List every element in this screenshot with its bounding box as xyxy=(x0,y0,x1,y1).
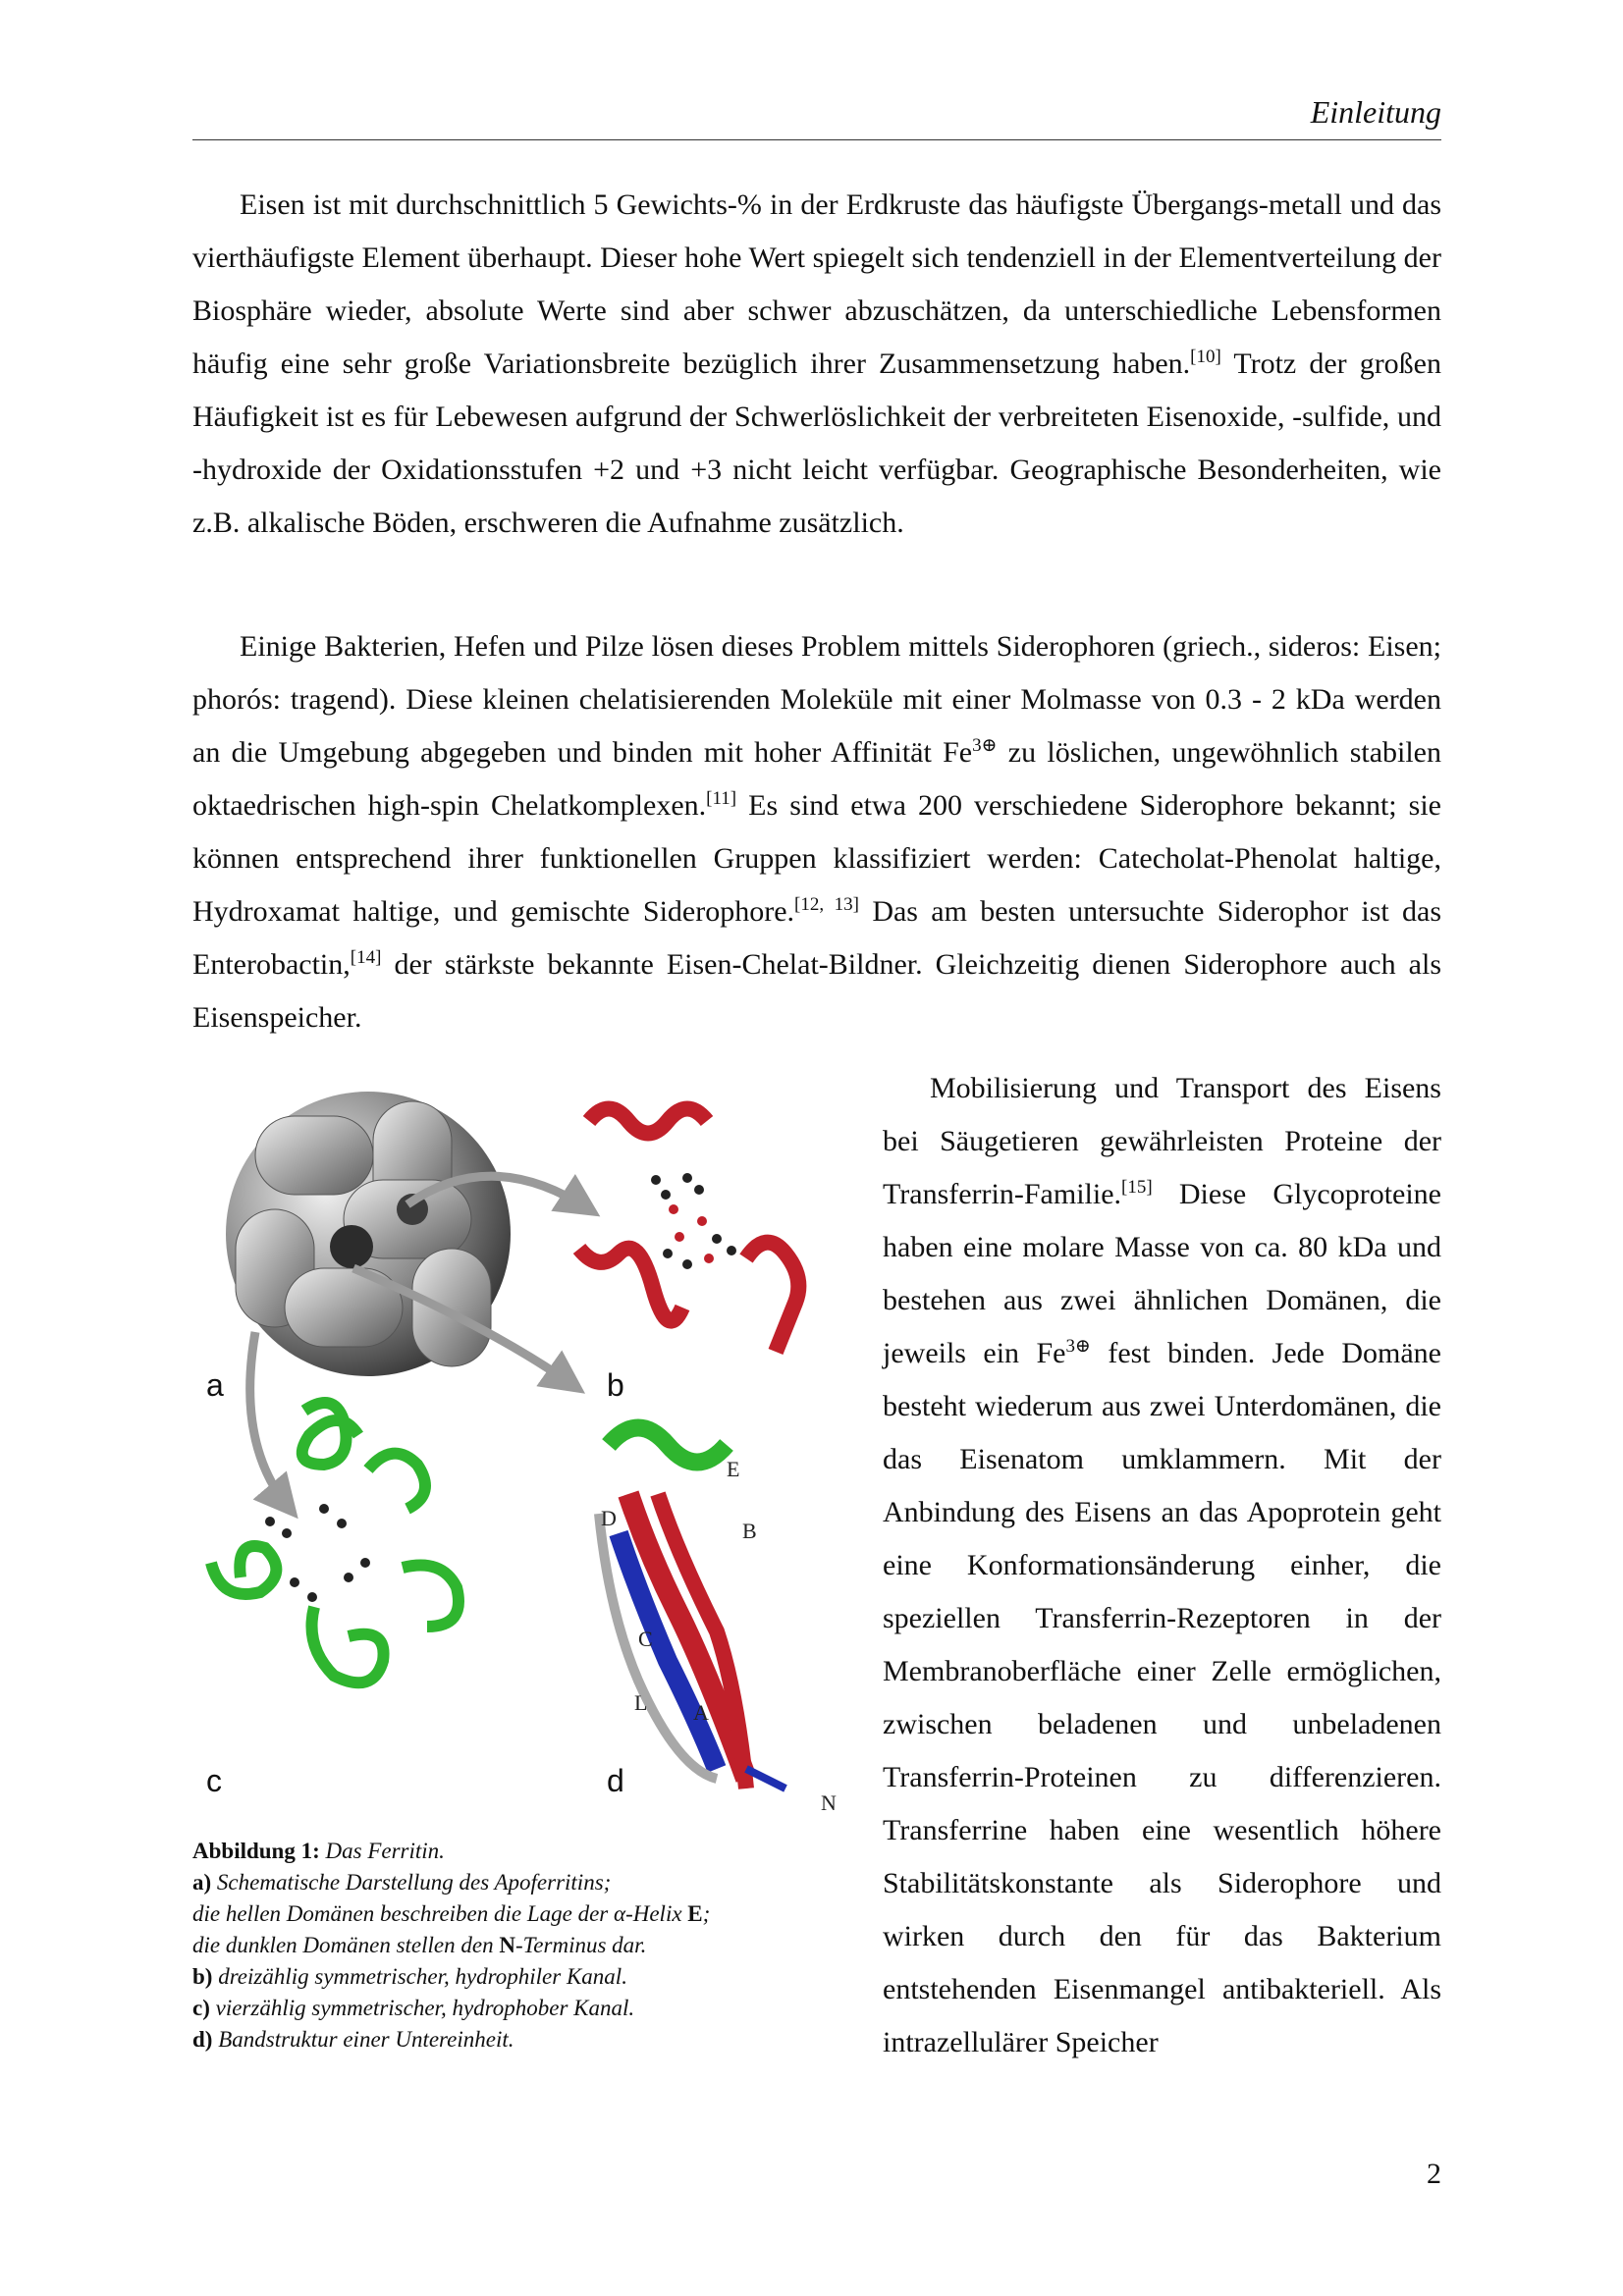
helix-label-d: D xyxy=(601,1506,617,1530)
helix-label-c: C xyxy=(638,1627,653,1651)
p3-text-c: fest binden. Jede Domäne besteht wiederum aus zwei Unterdomänen, die das Eisenatom umklammern. Mit der Anbindung des Eisens an das Apoprotein geht eine Konformationsänderung einher, die speziellen Transferrin-Rezeptoren in der Membranoberfläche einer Zelle ermöglichen, zwischen beladenen und unbeladenen Transferrin-Proteinen zu differenzieren. Transferrine haben eine wesentlich höhere Stabilitätskonstante als Siderophore und wirken durch den für das Bakterium entstehenden Eisenmangel antibakteriell. Als intrazellulärer Speicher xyxy=(883,1337,1441,2058)
panel-label-c: c xyxy=(206,1763,222,1798)
p3-text-a: Mobilisierung und Transport des Eisens bei Säugetieren gewährleisten Proteine der Transferrin-Familie. xyxy=(883,1072,1441,1210)
fe-charge-2: 3⊕ xyxy=(1065,1336,1091,1357)
helix-label-n: N xyxy=(821,1790,837,1815)
paragraph-2 xyxy=(192,620,1441,1044)
hydrophobic-channel-helices xyxy=(211,1403,459,1682)
caption-a-line2: die hellen Domänen beschreiben die Lage der α-Helix E; xyxy=(192,1901,711,1926)
panel-label-b: b xyxy=(607,1367,624,1403)
arrow-to-c xyxy=(250,1332,290,1509)
helix-label-a: A xyxy=(693,1700,709,1725)
helix-label-b: B xyxy=(742,1519,757,1543)
p2-text-b: zu löslichen, ungewöhnlich stabilen oktaedrischen high-spin Chelatkomplexen. xyxy=(192,736,1441,822)
fe-charge: 3⊕ xyxy=(972,735,998,756)
citation-11: [11] xyxy=(706,788,737,809)
paragraph-3 xyxy=(883,1062,1441,2069)
caption-b: b) dreizählig symmetrischer, hydrophiler Kanal. xyxy=(192,1964,627,1989)
hydrophilic-channel-helices xyxy=(579,1109,798,1353)
caption-d: d) Bandstruktur einer Untereinheit. xyxy=(192,2027,514,2052)
helix-label-e: E xyxy=(727,1457,740,1481)
subunit-band-structure xyxy=(599,1428,785,1789)
p2-text-d: Das am besten untersuchte Siderophor ist das Enterobactin, xyxy=(192,895,1441,981)
p2-text-c: Es sind etwa 200 verschiedene Siderophore bekannt; sie können entsprechend ihrer funktionellen Gruppen klassifiziert werden: Catecholat-Phenolat haltige, Hydroxamat haltige, und gemischte Siderophore. xyxy=(192,789,1441,928)
p2-text-e: der stärkste bekannte Eisen-Chelat-Bildner. Gleichzeitig dienen Siderophore auch als Eisenspeicher. xyxy=(192,948,1441,1034)
caption-title: Abbildung 1: Das Ferritin. xyxy=(192,1839,445,1863)
citation-15: [15] xyxy=(1121,1177,1153,1198)
p2-text-a: Einige Bakterien, Hefen und Pilze lösen dieses Problem mittels Siderophoren (griech., sideros: Eisen; phorós: tragend). Diese kleinen chelatisierenden Moleküle mit einer Molmasse von 0.3 - 2 kDa werden an die Umgebung abgegeben und binden mit hoher Affinität Fe xyxy=(192,630,1441,769)
hydrophobic-channel-atoms xyxy=(265,1504,370,1602)
page-number: 2 xyxy=(1427,2158,1441,2190)
citation-12-13: [12, 13] xyxy=(794,894,860,915)
caption-a: a) Schematische Darstellung des Apoferritins; xyxy=(192,1870,612,1895)
citation-14: [14] xyxy=(350,947,382,968)
running-header xyxy=(192,94,1441,140)
figure-caption xyxy=(192,1836,840,2056)
p3-text-b: Diese Glycoproteine haben eine molare Masse von ca. 80 kDa und bestehen aus zwei ähnlichen Domänen, die jeweils ein Fe xyxy=(883,1178,1441,1369)
ferritin-figure xyxy=(196,1072,844,1828)
p1-text: Eisen ist mit durchschnittlich 5 Gewichts-% in der Erdkruste das häufigste Übergangs-metall und das vierthäufigste Element überhaupt. Dieser hohe Wert spiegelt sich tendenziell in der Elementverteilung der Biosphäre wieder, absolute Werte sind aber schwer abzuschätzen, da unterschiedliche Lebensformen häufig eine sehr große Variationsbreite bezüglich ihrer Zusammensetzung haben. xyxy=(192,188,1441,380)
apoferritin-shell xyxy=(226,1092,511,1376)
helix-label-l: L xyxy=(634,1690,648,1715)
caption-c: c) vierzählig symmetrischer, hydrophober Kanal. xyxy=(192,1996,635,2020)
paragraph-1 xyxy=(192,179,1441,550)
citation-10: [10] xyxy=(1190,347,1221,367)
panel-label-a: a xyxy=(206,1367,224,1403)
caption-a-line3: die dunklen Domänen stellen den N-Terminus dar. xyxy=(192,1933,647,1957)
p1-tail: Trotz der großen Häufigkeit ist es für Lebewesen aufgrund der Schwerlöslichkeit der verbreiteten Eisenoxide, -sulfide, und -hydroxide der Oxidationsstufen +2 und +3 nicht leicht verfügbar. Geographische Besonderheiten, wie z.B. alkalische Böden, erschweren die Aufnahme zusätzlich. xyxy=(192,347,1441,539)
header-title: Einleitung xyxy=(1310,94,1441,130)
panel-label-d: d xyxy=(607,1763,624,1798)
